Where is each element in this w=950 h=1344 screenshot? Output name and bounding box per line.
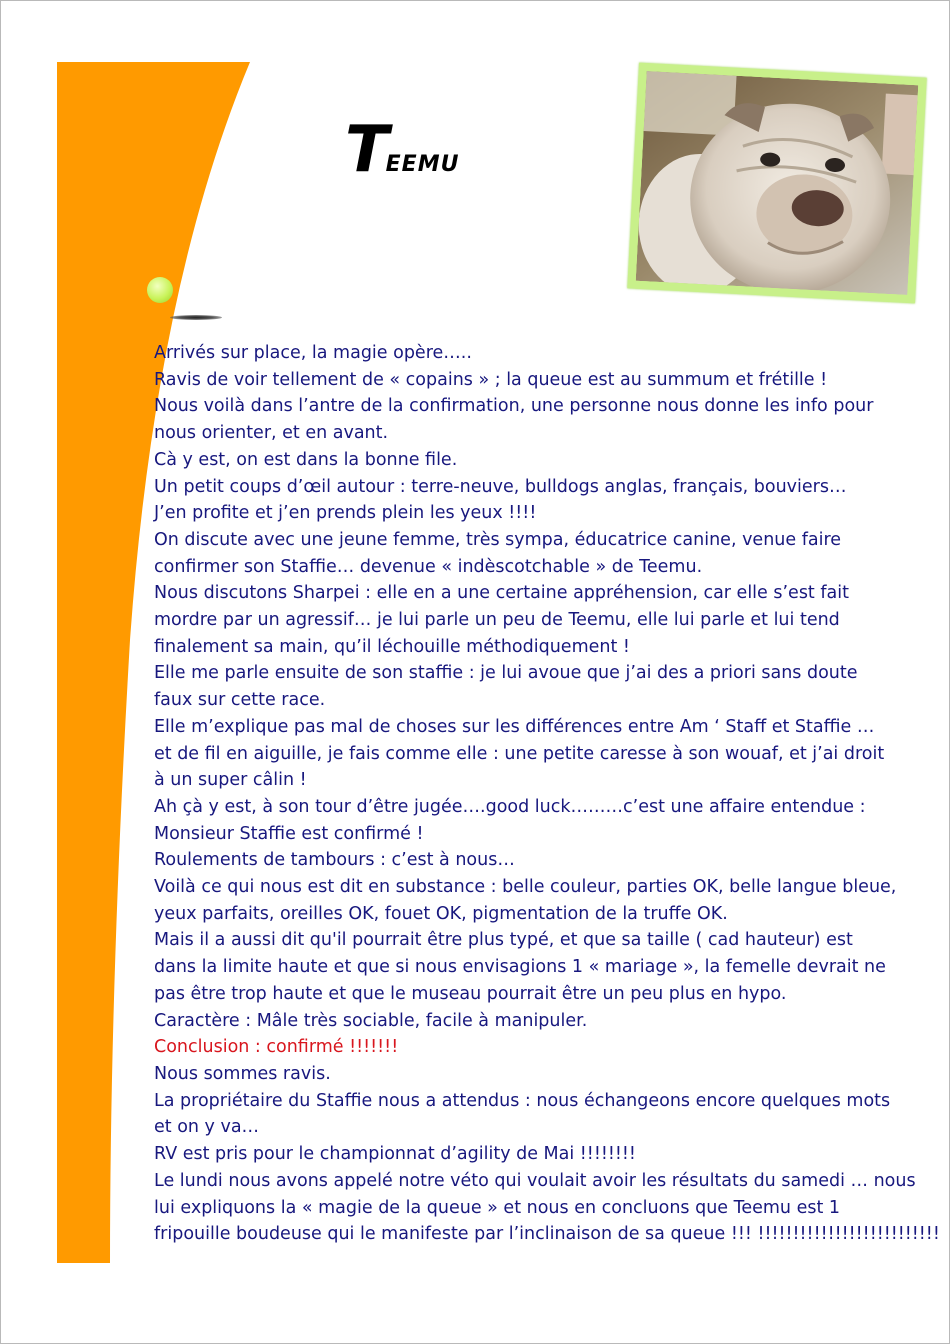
dog-photo <box>636 71 919 295</box>
text-line: lui expliquons la « magie de la queue » et nous en concluons que Teemu est 1 <box>154 1197 841 1218</box>
text-line: Ravis de voir tellement de « copains » ; la queue est au summum et frétille ! <box>154 369 828 390</box>
text-line: confirmer son Staffie… devenue « indèscotchable » de Teemu. <box>154 556 703 577</box>
text-line: RV est pris pour le championnat d’agility de Mai !!!!!!!! <box>154 1144 636 1165</box>
title-initial: T <box>345 113 390 187</box>
conclusion-line: Conclusion : confirmé !!!!!!! <box>154 1037 399 1058</box>
text-line: Un petit coups d’œil autour : terre-neuve, bulldogs anglas, français, bouviers… <box>154 476 847 497</box>
text-line: et de fil en aiguille, je fais comme elle : une petite caresse à son wouaf, et j’ai droit <box>154 743 885 764</box>
text-line: à un super câlin ! <box>154 770 307 791</box>
text-line: Roulements de tambours : c’est à nous… <box>154 850 515 871</box>
text-line: Monsieur Staffie est confirmé ! <box>154 823 424 844</box>
text-line: Mais il a aussi dit qu'il pourrait être plus typé, et que sa taille ( cad hauteur) est <box>154 930 853 951</box>
dog-photo-frame <box>627 63 926 304</box>
text-line: J’en profite et j’en prends plein les yeux !!!! <box>154 503 537 524</box>
text-line: Cà y est, on est dans la bonne file. <box>154 449 458 470</box>
title-rest: EEMU <box>385 152 460 177</box>
text-line: finalement sa main, qu’il léchouille méthodiquement ! <box>154 636 630 657</box>
text-line: Elle m’explique pas mal de choses sur les différences entre Am ‘ Staff et Staffie … <box>154 716 875 737</box>
text-line: yeux parfaits, oreilles OK, fouet OK, pigmentation de la truffe OK. <box>154 903 728 924</box>
text-line: Arrivés sur place, la magie opère….. <box>154 343 472 363</box>
text-line: Le lundi nous avons appelé notre véto qui voulait avoir les résultats du samedi … nous <box>154 1170 916 1191</box>
text-line: et on y va… <box>154 1117 260 1138</box>
ball-shadow <box>170 315 222 320</box>
story-text <box>154 340 940 1248</box>
text-line: Nous sommes ravis. <box>154 1063 331 1084</box>
text-line: dans la limite haute et que si nous envisagions 1 « mariage », la femelle devrait ne <box>154 957 886 978</box>
page-title <box>345 113 460 187</box>
text-line: nous orienter, et en avant. <box>154 423 389 444</box>
text-line: faux sur cette race. <box>154 690 326 711</box>
text-line: Ah çà y est, à son tour d’être jugée….good luck………c’est une affaire entendue : <box>154 796 866 817</box>
text-line: Nous discutons Sharpei : elle en a une certaine appréhension, car elle s’est fait <box>154 583 849 604</box>
text-line: Caractère : Mâle très sociable, facile à manipuler. <box>154 1010 588 1031</box>
text-line: pas être trop haute et que le museau pourrait être un peu plus en hypo. <box>154 983 787 1004</box>
text-line: Voilà ce qui nous est dit en substance : belle couleur, parties OK, belle langue bleue, <box>154 877 897 898</box>
text-line: Nous voilà dans l’antre de la confirmation, une personne nous donne les info pour <box>154 396 874 417</box>
text-line: mordre par un agressif… je lui parle un peu de Teemu, elle lui parle et lui tend <box>154 610 840 631</box>
green-ball-decoration <box>147 277 173 303</box>
text-line: Elle me parle ensuite de son staffie : je lui avoue que j’ai des a priori sans doute <box>154 663 858 684</box>
text-line: La propriétaire du Staffie nous a attendus : nous échangeons encore quelques mots <box>154 1090 891 1111</box>
text-line: fripouille boudeuse qui le manifeste par l’inclinaison de sa queue !!! !!!!!!!!!!!!!!!!!!!!!!!!!! <box>154 1224 940 1245</box>
text-line: On discute avec une jeune femme, très sympa, éducatrice canine, venue faire <box>154 529 842 550</box>
